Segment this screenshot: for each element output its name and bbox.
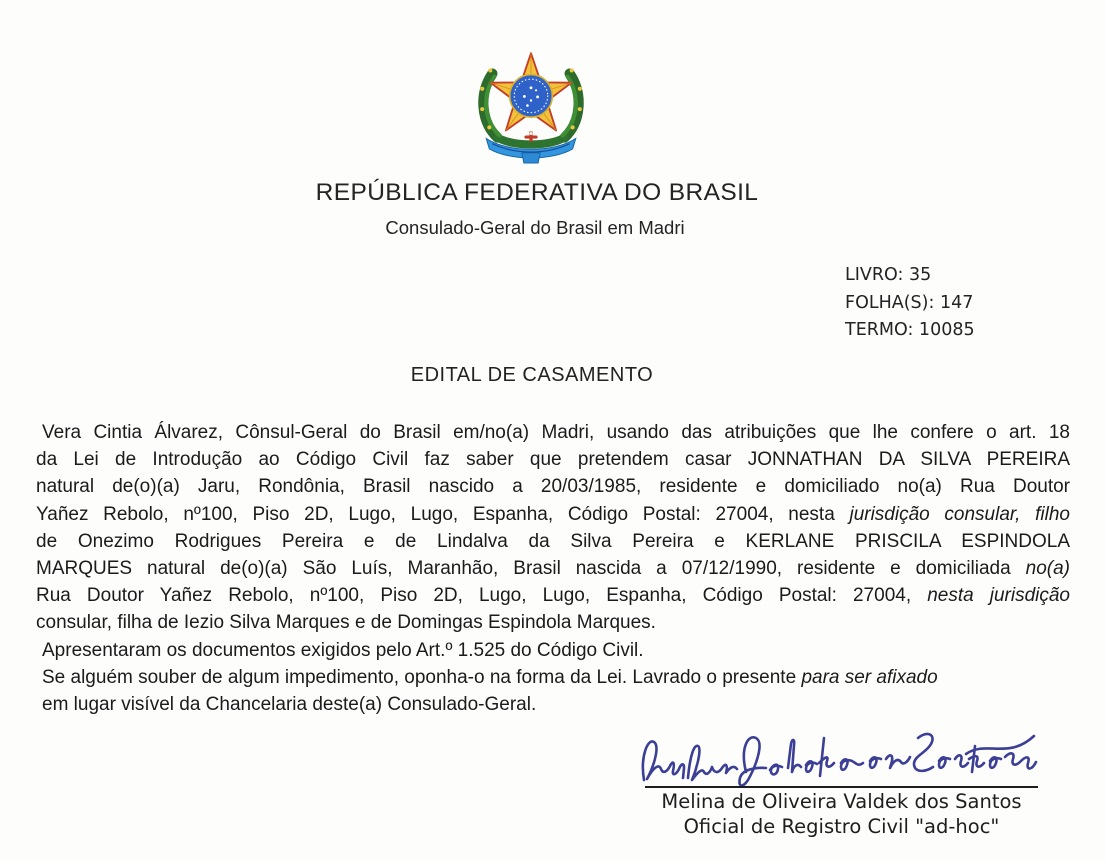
body-line-8: consular, filha de Iezio Silva Marques e de Domingas Espindola Marques. [36,612,656,634]
body-line-6: MARQUES natural de(o)(a) São Luís, Maranhão, Brasil nascida a 07/12/1990, residente e domiciliada no(a) [36,557,1070,579]
body-line-5: de Onezimo Rodrigues Pereira e de Lindalva da Silva Pereira e KERLANE PRISCILA ESPINDOLA [36,530,1070,552]
edital-body [36,419,1070,718]
body-line-1: Vera Cintia Álvarez, Cônsul-Geral do Brasil em/no(a) Madri, usando das atribuições que lhe confere o art. 18 [42,422,1070,443]
body-line-4: Yañez Rebolo, nº100, Piso 2D, Lugo, Lugo, Espanha, Código Postal: 27004, nesta jurisdição consular, filho [36,503,1070,525]
signatory-role: Oficial de Registro Civil "ad-hoc" [683,815,1000,838]
registry-block [845,262,975,345]
body-line-9: Apresentaram os documentos exigidos pelo Art.º 1.525 do Código Civil. [42,639,644,661]
body-line-3: natural de(o)(a) Jaru, Rondônia, Brasil nascido a 20/03/1985, residente e domiciliado no(a) Rua Doutor [36,476,1070,498]
country-title: REPÚBLICA FEDERATIVA DO BRASIL [315,179,759,206]
registry-termo: TERMO: 10085 [845,320,975,340]
body-line-11: em lugar visível da Chancelaria deste(a) Consulado-Geral. [42,693,537,715]
brazil-coat-of-arms [466,40,596,164]
signature-rule [645,786,1038,788]
body-line-10: Se alguém souber de algum impedimento, oponha-o na forma da Lei. Lavrado o presente para ser afixado [42,666,938,688]
registry-folha: FOLHA(S): 147 [845,292,974,313]
body-line-2: da Lei de Introdução ao Código Civil faz saber que pretendem casar JONNATHAN DA SILVA PEREIRA [36,449,1070,471]
registry-livro: LIVRO: 35 [845,265,932,285]
celestial-globe [510,75,553,118]
signature-ink [636,726,1040,790]
edital-title: EDITAL DE CASAMENTO [410,364,654,386]
consulate-subtitle: Consulado-Geral do Brasil em Madri [385,217,685,238]
signatory-name: Melina de Oliveira Valdek dos Santos [661,790,1022,813]
signature-block [645,789,1038,839]
body-line-7: Rua Doutor Yañez Rebolo, nº100, Piso 2D, Lugo, Lugo, Espanha, Código Postal: 27004, nesta jurisdição [36,585,1070,607]
sword-hilt [524,131,537,141]
